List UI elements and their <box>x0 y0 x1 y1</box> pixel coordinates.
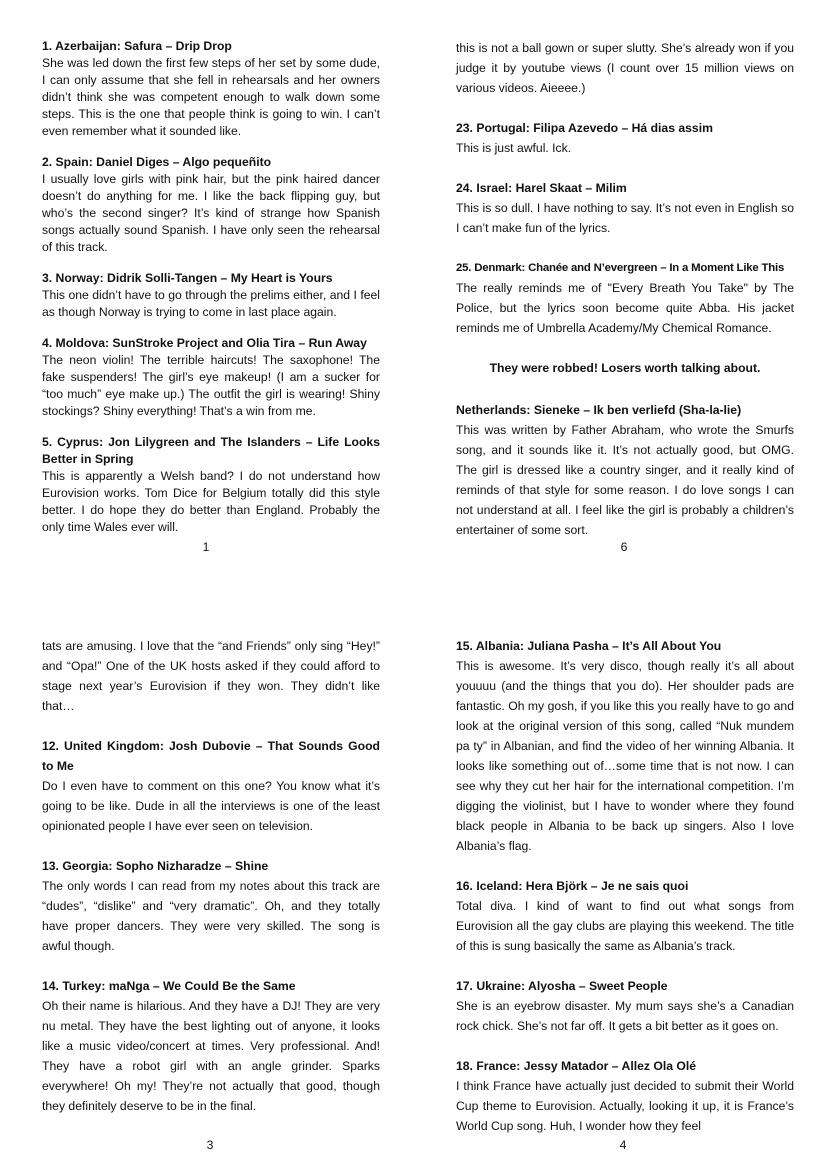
entry-france <box>456 1056 794 1136</box>
entry-title: 25. Denmark: Chanée and N’evergreen – In a Moment Like This <box>456 262 785 274</box>
entry-title: Netherlands: Sieneke – Ik ben verliefd (Sha-la-lie) <box>456 403 742 417</box>
entry-azerbaijan <box>42 38 380 140</box>
entry-body: I think France have actually just decided to submit their World Cup theme to Eurovision. Actually, looking it up, it is France’s World Cup song. Huh, I wonder how they feel <box>456 1079 794 1133</box>
entry-iceland <box>456 876 794 956</box>
page-number: 1 <box>202 540 210 554</box>
page-4-column <box>456 636 794 1156</box>
entry-title: 13. Georgia: Sopho Nizharadze – Shine <box>42 859 269 873</box>
entry-albania <box>456 636 794 856</box>
continued-text <box>42 636 380 716</box>
page-number: 3 <box>206 1138 214 1152</box>
entry-body: This is awesome. It’s very disco, though really it’s all about youuuu (and the things that you do). Her shoulder pads are fantastic. Oh my gosh, if you like this you really have to go and look at the original version of this song, called “Nuk mundem pa ty” in Albanian, and find the video of her winning Albania. It looks like something out of…some time that is not now. I can see why they cut her hair for the international competition. I’m digging the violinist, but I have to wonder where they found black people in Albania to be back up singers. Also I love Albania’s flag. <box>456 659 794 853</box>
entry-title: 24. Israel: Harel Skaat – Milim <box>456 181 627 195</box>
entry-body: This one didn’t have to go through the prelims either, and I feel as though Norway is trying to come in last place again. <box>42 288 380 319</box>
entry-united-kingdom <box>42 736 380 836</box>
entry-body: This is just awful. Ick. <box>456 141 572 155</box>
entry-body: tats are amusing. I love that the “and Friends” only sing “Hey!” and “Opa!” One of the UK hosts asked if they could afford to stage next year’s Eurovision if they won. They didn’t like that… <box>42 639 380 713</box>
entry-body: She is an eyebrow disaster. My mum says she’s a Canadian rock chick. She’s not far off. It gets a bit better as it goes on. <box>456 999 794 1033</box>
section-heading: They were robbed! Losers worth talking about. <box>489 361 761 375</box>
entry-title: 15. Albania: Juliana Pasha – It’s All About You <box>456 639 722 653</box>
entry-title: 5. Cyprus: Jon Lilygreen and The Islanders – Life Looks Better in Spring <box>42 435 380 466</box>
entry-body: This is so dull. I have nothing to say. It’s not even in English so I can’t make fun of the lyrics. <box>456 201 794 235</box>
page-6-column <box>456 38 794 560</box>
entry-body: Do I even have to comment on this one? You know what it’s going to be like. Dude in all the interviews is one of the least opinionated people I have ever seen on television. <box>42 779 380 833</box>
entry-body: The neon violin! The terrible haircuts! The saxophone! The fake suspenders! The girl’s eye makeup! (I am a sucker for “too much” eye make up.) The outfit the girl is wearing! Shiny stockings? Shiny everything! That’s a win from me. <box>42 353 380 418</box>
entry-title: 12. United Kingdom: Josh Dubovie – That Sounds Good to Me <box>42 739 380 773</box>
entry-title: 23. Portugal: Filipa Azevedo – Há dias assim <box>456 121 713 135</box>
entry-body: This is apparently a Welsh band? I do not understand how Eurovision works. Tom Dice for Belgium totally did this style better. I do hope they do better than England. Probably the only time Wales ever will. <box>42 469 380 534</box>
entry-norway <box>42 270 380 321</box>
entry-turkey <box>42 976 380 1116</box>
continued-text <box>456 38 794 98</box>
page-1-column <box>42 38 380 550</box>
entry-title: 1. Azerbaijan: Safura – Drip Drop <box>42 39 232 53</box>
entry-title: 17. Ukraine: Alyosha – Sweet People <box>456 979 668 993</box>
page-number: 4 <box>619 1138 627 1152</box>
entry-portugal <box>456 118 794 158</box>
entry-title: 2. Spain: Daniel Diges – Algo pequeñito <box>42 155 272 169</box>
entry-denmark <box>456 258 794 338</box>
entry-moldova <box>42 335 380 420</box>
entry-title: 18. France: Jessy Matador – Allez Ola Olé <box>456 1059 697 1073</box>
entry-title: 16. Iceland: Hera Björk – Je ne sais quoi <box>456 879 689 893</box>
entry-netherlands <box>456 400 794 540</box>
page-3-column <box>42 636 380 1136</box>
entry-body: this is not a ball gown or super slutty. She’s already won if you judge it by youtube views (I count over 15 million views on various videos. Aieeee.) <box>456 41 794 95</box>
entry-body: Oh their name is hilarious. And they have a DJ! They are very nu metal. They have the best lighting out of anyone, it looks like a music video/concert at times. Very professional. And! They have a robot girl with an angle grinder. Sparks everywhere! Oh my! They’re not actually that good, though they definitely deserve to be in the final. <box>42 999 380 1113</box>
entry-body: Total diva. I kind of want to find out what songs from Eurovision all the gay clubs are playing this weekend. The title of this is sung basically the same as Albania’s track. <box>456 899 794 953</box>
entry-body: I usually love girls with pink hair, but the pink haired dancer doesn’t do anything for me. I like the back flipping guy, but who’s the second singer? It’s kind of strange how Spanish songs actually sound Spanish. I have only seen the rehearsal of this track. <box>42 172 380 254</box>
entry-georgia <box>42 856 380 956</box>
entry-ukraine <box>456 976 794 1036</box>
entry-body: The really reminds me of "Every Breath You Take" by The Police, but the lyrics soon become quite Abba. His jacket reminds me of Umbrella Academy/My Chemical Romance. <box>456 281 794 335</box>
entry-body: She was led down the first few steps of her set by some dude, I can only assume that she fell in rehearsals and her owners didn’t think she was competent enough to walk down some steps. This is the one that people think is going to win. I can’t even remember what it sounded like. <box>42 56 380 138</box>
entry-title: 14. Turkey: maNga – We Could Be the Same <box>42 979 296 993</box>
entry-cyprus <box>42 434 380 536</box>
entry-title: 3. Norway: Didrik Solli-Tangen – My Heart is Yours <box>42 271 333 285</box>
entry-title: 4. Moldova: SunStroke Project and Olia Tira – Run Away <box>42 336 367 350</box>
entry-spain <box>42 154 380 256</box>
entry-body: The only words I can read from my notes about this track are “dudes”, “dislike” and “very dramatic”. Oh, and they totally have proper dancers. They were very skilled. The song is awful though. <box>42 879 380 953</box>
entry-body: This was written by Father Abraham, who wrote the Smurfs song, and it sounds like it. It’s not actually good, but OMG. The girl is dressed like a country singer, and it really kind of reminds of that style for some reason. I do love songs I can not understand at all. I feel like the girl is probably a children’s entertainer of some sort. <box>456 423 794 537</box>
entry-israel <box>456 178 794 238</box>
page-number: 6 <box>620 540 628 554</box>
